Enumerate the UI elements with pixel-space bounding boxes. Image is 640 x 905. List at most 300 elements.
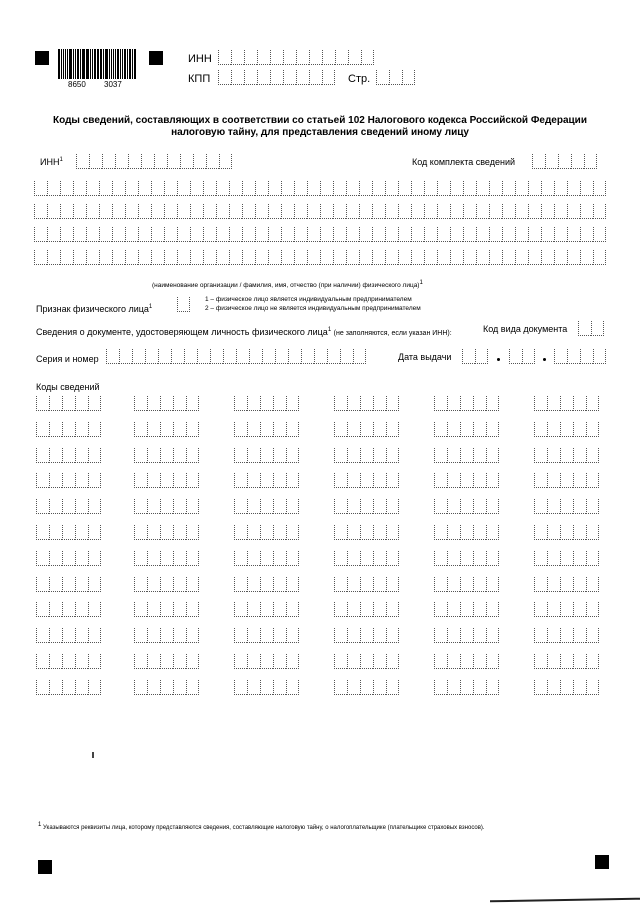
code-field[interactable] <box>434 577 499 592</box>
code-field[interactable] <box>36 448 101 463</box>
char-cell[interactable] <box>534 551 547 566</box>
char-cell[interactable] <box>534 499 547 514</box>
char-cell[interactable] <box>385 181 398 196</box>
code-field[interactable] <box>534 499 599 514</box>
char-cell[interactable] <box>385 204 398 219</box>
char-cell[interactable] <box>260 499 273 514</box>
char-cell[interactable] <box>164 227 177 242</box>
code-field[interactable] <box>534 654 599 669</box>
char-cell[interactable] <box>372 227 385 242</box>
char-cell[interactable] <box>447 422 460 437</box>
char-cell[interactable] <box>541 227 554 242</box>
char-cell[interactable] <box>586 628 599 643</box>
char-cell[interactable] <box>560 602 573 617</box>
char-cell[interactable] <box>125 204 138 219</box>
char-cell[interactable] <box>402 70 415 85</box>
code-field[interactable] <box>234 499 299 514</box>
char-cell[interactable] <box>573 499 586 514</box>
char-cell[interactable] <box>62 422 75 437</box>
char-cell[interactable] <box>359 227 372 242</box>
char-cell[interactable] <box>294 227 307 242</box>
char-cell[interactable] <box>286 602 299 617</box>
code-field[interactable] <box>434 499 499 514</box>
char-cell[interactable] <box>281 204 294 219</box>
char-cell[interactable] <box>88 422 101 437</box>
code-field[interactable] <box>234 448 299 463</box>
char-cell[interactable] <box>283 70 296 85</box>
inn-field[interactable] <box>76 154 232 169</box>
char-cell[interactable] <box>286 680 299 695</box>
char-cell[interactable] <box>573 654 586 669</box>
char-cell[interactable] <box>260 396 273 411</box>
code-field[interactable] <box>534 448 599 463</box>
char-cell[interactable] <box>373 473 386 488</box>
char-cell[interactable] <box>88 577 101 592</box>
char-cell[interactable] <box>386 473 399 488</box>
char-cell[interactable] <box>586 680 599 695</box>
char-cell[interactable] <box>36 448 49 463</box>
char-cell[interactable] <box>75 577 88 592</box>
name-field-row-4[interactable] <box>34 250 606 265</box>
char-cell[interactable] <box>359 204 372 219</box>
char-cell[interactable] <box>186 473 199 488</box>
char-cell[interactable] <box>49 577 62 592</box>
char-cell[interactable] <box>134 396 147 411</box>
char-cell[interactable] <box>334 602 347 617</box>
char-cell[interactable] <box>460 654 473 669</box>
char-cell[interactable] <box>234 680 247 695</box>
char-cell[interactable] <box>541 250 554 265</box>
code-field[interactable] <box>36 422 101 437</box>
char-cell[interactable] <box>247 473 260 488</box>
char-cell[interactable] <box>347 473 360 488</box>
char-cell[interactable] <box>147 473 160 488</box>
char-cell[interactable] <box>281 181 294 196</box>
char-cell[interactable] <box>190 227 203 242</box>
code-field[interactable] <box>434 628 499 643</box>
issue-date-day[interactable] <box>462 349 488 364</box>
char-cell[interactable] <box>460 577 473 592</box>
char-cell[interactable] <box>49 422 62 437</box>
char-cell[interactable] <box>320 181 333 196</box>
char-cell[interactable] <box>294 181 307 196</box>
char-cell[interactable] <box>473 577 486 592</box>
char-cell[interactable] <box>125 227 138 242</box>
char-cell[interactable] <box>547 448 560 463</box>
char-cell[interactable] <box>190 181 203 196</box>
char-cell[interactable] <box>361 50 374 65</box>
char-cell[interactable] <box>578 321 591 336</box>
char-cell[interactable] <box>447 577 460 592</box>
char-cell[interactable] <box>475 349 488 364</box>
char-cell[interactable] <box>160 396 173 411</box>
char-cell[interactable] <box>586 396 599 411</box>
char-cell[interactable] <box>219 154 232 169</box>
char-cell[interactable] <box>334 680 347 695</box>
char-cell[interactable] <box>190 204 203 219</box>
char-cell[interactable] <box>184 349 197 364</box>
char-cell[interactable] <box>346 250 359 265</box>
char-cell[interactable] <box>347 499 360 514</box>
code-field[interactable] <box>134 448 199 463</box>
char-cell[interactable] <box>186 499 199 514</box>
char-cell[interactable] <box>373 654 386 669</box>
char-cell[interactable] <box>234 448 247 463</box>
char-cell[interactable] <box>49 551 62 566</box>
code-field[interactable] <box>434 422 499 437</box>
code-field[interactable] <box>334 499 399 514</box>
char-cell[interactable] <box>247 628 260 643</box>
code-field[interactable] <box>534 680 599 695</box>
char-cell[interactable] <box>115 154 128 169</box>
char-cell[interactable] <box>307 227 320 242</box>
char-cell[interactable] <box>334 422 347 437</box>
char-cell[interactable] <box>73 227 86 242</box>
code-field[interactable] <box>234 396 299 411</box>
char-cell[interactable] <box>373 628 386 643</box>
char-cell[interactable] <box>160 654 173 669</box>
char-cell[interactable] <box>360 473 373 488</box>
char-cell[interactable] <box>460 525 473 540</box>
char-cell[interactable] <box>567 181 580 196</box>
code-field[interactable] <box>234 525 299 540</box>
char-cell[interactable] <box>373 396 386 411</box>
char-cell[interactable] <box>273 422 286 437</box>
char-cell[interactable] <box>437 204 450 219</box>
char-cell[interactable] <box>486 654 499 669</box>
char-cell[interactable] <box>177 227 190 242</box>
char-cell[interactable] <box>334 628 347 643</box>
char-cell[interactable] <box>360 628 373 643</box>
char-cell[interactable] <box>75 551 88 566</box>
char-cell[interactable] <box>476 181 489 196</box>
char-cell[interactable] <box>99 181 112 196</box>
char-cell[interactable] <box>247 422 260 437</box>
char-cell[interactable] <box>348 50 361 65</box>
char-cell[interactable] <box>447 448 460 463</box>
char-cell[interactable] <box>62 577 75 592</box>
char-cell[interactable] <box>160 577 173 592</box>
char-cell[interactable] <box>75 680 88 695</box>
char-cell[interactable] <box>242 227 255 242</box>
char-cell[interactable] <box>260 473 273 488</box>
char-cell[interactable] <box>460 499 473 514</box>
char-cell[interactable] <box>334 473 347 488</box>
char-cell[interactable] <box>360 499 373 514</box>
char-cell[interactable] <box>112 204 125 219</box>
char-cell[interactable] <box>73 181 86 196</box>
char-cell[interactable] <box>128 154 141 169</box>
char-cell[interactable] <box>242 204 255 219</box>
char-cell[interactable] <box>309 70 322 85</box>
char-cell[interactable] <box>434 602 447 617</box>
char-cell[interactable] <box>476 204 489 219</box>
char-cell[interactable] <box>286 473 299 488</box>
char-cell[interactable] <box>486 422 499 437</box>
char-cell[interactable] <box>547 525 560 540</box>
char-cell[interactable] <box>398 181 411 196</box>
char-cell[interactable] <box>88 396 101 411</box>
code-field[interactable] <box>334 525 399 540</box>
char-cell[interactable] <box>173 396 186 411</box>
char-cell[interactable] <box>134 473 147 488</box>
char-cell[interactable] <box>186 628 199 643</box>
char-cell[interactable] <box>593 181 606 196</box>
char-cell[interactable] <box>473 499 486 514</box>
char-cell[interactable] <box>234 525 247 540</box>
char-cell[interactable] <box>49 680 62 695</box>
char-cell[interactable] <box>334 551 347 566</box>
char-cell[interactable] <box>547 577 560 592</box>
char-cell[interactable] <box>234 654 247 669</box>
char-cell[interactable] <box>534 577 547 592</box>
code-field[interactable] <box>234 422 299 437</box>
char-cell[interactable] <box>268 250 281 265</box>
document-type-field[interactable] <box>578 321 604 336</box>
char-cell[interactable] <box>273 551 286 566</box>
char-cell[interactable] <box>197 349 210 364</box>
char-cell[interactable] <box>437 250 450 265</box>
char-cell[interactable] <box>547 680 560 695</box>
char-cell[interactable] <box>586 448 599 463</box>
char-cell[interactable] <box>573 525 586 540</box>
char-cell[interactable] <box>34 204 47 219</box>
char-cell[interactable] <box>373 602 386 617</box>
char-cell[interactable] <box>447 680 460 695</box>
char-cell[interactable] <box>528 204 541 219</box>
char-cell[interactable] <box>502 250 515 265</box>
char-cell[interactable] <box>373 525 386 540</box>
char-cell[interactable] <box>255 204 268 219</box>
char-cell[interactable] <box>554 349 567 364</box>
char-cell[interactable] <box>547 473 560 488</box>
char-cell[interactable] <box>206 154 219 169</box>
char-cell[interactable] <box>88 628 101 643</box>
char-cell[interactable] <box>88 473 101 488</box>
char-cell[interactable] <box>360 680 373 695</box>
char-cell[interactable] <box>49 628 62 643</box>
char-cell[interactable] <box>99 204 112 219</box>
char-cell[interactable] <box>147 577 160 592</box>
char-cell[interactable] <box>360 525 373 540</box>
char-cell[interactable] <box>134 551 147 566</box>
char-cell[interactable] <box>434 680 447 695</box>
char-cell[interactable] <box>160 551 173 566</box>
char-cell[interactable] <box>489 204 502 219</box>
char-cell[interactable] <box>359 181 372 196</box>
char-cell[interactable] <box>134 628 147 643</box>
char-cell[interactable] <box>554 227 567 242</box>
char-cell[interactable] <box>294 204 307 219</box>
code-field[interactable] <box>36 499 101 514</box>
char-cell[interactable] <box>286 499 299 514</box>
code-field[interactable] <box>134 396 199 411</box>
char-cell[interactable] <box>541 204 554 219</box>
char-cell[interactable] <box>154 154 167 169</box>
char-cell[interactable] <box>151 204 164 219</box>
code-field[interactable] <box>434 602 499 617</box>
char-cell[interactable] <box>434 577 447 592</box>
char-cell[interactable] <box>180 154 193 169</box>
char-cell[interactable] <box>346 181 359 196</box>
char-cell[interactable] <box>333 181 346 196</box>
char-cell[interactable] <box>223 349 236 364</box>
char-cell[interactable] <box>473 396 486 411</box>
char-cell[interactable] <box>386 448 399 463</box>
char-cell[interactable] <box>147 448 160 463</box>
char-cell[interactable] <box>398 250 411 265</box>
char-cell[interactable] <box>586 525 599 540</box>
char-cell[interactable] <box>450 181 463 196</box>
char-cell[interactable] <box>558 154 571 169</box>
char-cell[interactable] <box>236 349 249 364</box>
set-code-field[interactable] <box>532 154 597 169</box>
char-cell[interactable] <box>386 680 399 695</box>
char-cell[interactable] <box>593 250 606 265</box>
char-cell[interactable] <box>434 654 447 669</box>
issue-date-year[interactable] <box>554 349 606 364</box>
code-field[interactable] <box>334 654 399 669</box>
char-cell[interactable] <box>147 654 160 669</box>
char-cell[interactable] <box>49 525 62 540</box>
code-field[interactable] <box>534 577 599 592</box>
char-cell[interactable] <box>593 349 606 364</box>
char-cell[interactable] <box>34 227 47 242</box>
char-cell[interactable] <box>593 227 606 242</box>
char-cell[interactable] <box>134 499 147 514</box>
code-field[interactable] <box>334 396 399 411</box>
char-cell[interactable] <box>347 525 360 540</box>
char-cell[interactable] <box>534 602 547 617</box>
char-cell[interactable] <box>62 499 75 514</box>
char-cell[interactable] <box>486 577 499 592</box>
char-cell[interactable] <box>385 250 398 265</box>
char-cell[interactable] <box>249 349 262 364</box>
char-cell[interactable] <box>268 227 281 242</box>
individual-sign-field[interactable] <box>177 297 190 312</box>
char-cell[interactable] <box>567 227 580 242</box>
char-cell[interactable] <box>463 204 476 219</box>
char-cell[interactable] <box>462 349 475 364</box>
char-cell[interactable] <box>560 551 573 566</box>
char-cell[interactable] <box>434 628 447 643</box>
char-cell[interactable] <box>434 551 447 566</box>
code-field[interactable] <box>234 551 299 566</box>
char-cell[interactable] <box>147 628 160 643</box>
char-cell[interactable] <box>216 181 229 196</box>
char-cell[interactable] <box>473 525 486 540</box>
char-cell[interactable] <box>160 628 173 643</box>
char-cell[interactable] <box>134 422 147 437</box>
char-cell[interactable] <box>177 204 190 219</box>
char-cell[interactable] <box>333 250 346 265</box>
char-cell[interactable] <box>360 577 373 592</box>
char-cell[interactable] <box>447 396 460 411</box>
char-cell[interactable] <box>554 204 567 219</box>
char-cell[interactable] <box>171 349 184 364</box>
char-cell[interactable] <box>132 349 145 364</box>
header-page-field[interactable] <box>376 70 415 85</box>
char-cell[interactable] <box>586 551 599 566</box>
char-cell[interactable] <box>231 50 244 65</box>
char-cell[interactable] <box>398 204 411 219</box>
char-cell[interactable] <box>190 250 203 265</box>
char-cell[interactable] <box>545 154 558 169</box>
char-cell[interactable] <box>447 628 460 643</box>
char-cell[interactable] <box>62 628 75 643</box>
char-cell[interactable] <box>234 577 247 592</box>
char-cell[interactable] <box>257 50 270 65</box>
char-cell[interactable] <box>347 654 360 669</box>
char-cell[interactable] <box>255 250 268 265</box>
char-cell[interactable] <box>186 448 199 463</box>
char-cell[interactable] <box>203 181 216 196</box>
char-cell[interactable] <box>571 154 584 169</box>
code-field[interactable] <box>134 499 199 514</box>
code-field[interactable] <box>134 551 199 566</box>
char-cell[interactable] <box>134 602 147 617</box>
char-cell[interactable] <box>234 628 247 643</box>
char-cell[interactable] <box>554 250 567 265</box>
char-cell[interactable] <box>229 181 242 196</box>
code-field[interactable] <box>234 680 299 695</box>
char-cell[interactable] <box>218 70 231 85</box>
char-cell[interactable] <box>373 551 386 566</box>
char-cell[interactable] <box>593 204 606 219</box>
char-cell[interactable] <box>255 181 268 196</box>
char-cell[interactable] <box>534 654 547 669</box>
char-cell[interactable] <box>260 602 273 617</box>
code-field[interactable] <box>534 602 599 617</box>
code-field[interactable] <box>434 525 499 540</box>
char-cell[interactable] <box>360 602 373 617</box>
char-cell[interactable] <box>247 602 260 617</box>
code-field[interactable] <box>334 680 399 695</box>
char-cell[interactable] <box>270 50 283 65</box>
char-cell[interactable] <box>294 250 307 265</box>
char-cell[interactable] <box>434 396 447 411</box>
char-cell[interactable] <box>234 422 247 437</box>
char-cell[interactable] <box>138 204 151 219</box>
char-cell[interactable] <box>473 473 486 488</box>
char-cell[interactable] <box>73 204 86 219</box>
code-field[interactable] <box>134 422 199 437</box>
char-cell[interactable] <box>447 525 460 540</box>
char-cell[interactable] <box>309 50 322 65</box>
char-cell[interactable] <box>234 602 247 617</box>
char-cell[interactable] <box>186 577 199 592</box>
char-cell[interactable] <box>473 551 486 566</box>
char-cell[interactable] <box>160 602 173 617</box>
char-cell[interactable] <box>547 628 560 643</box>
code-field[interactable] <box>334 448 399 463</box>
char-cell[interactable] <box>186 396 199 411</box>
char-cell[interactable] <box>88 680 101 695</box>
char-cell[interactable] <box>434 448 447 463</box>
char-cell[interactable] <box>424 204 437 219</box>
char-cell[interactable] <box>373 577 386 592</box>
char-cell[interactable] <box>534 473 547 488</box>
char-cell[interactable] <box>307 204 320 219</box>
code-field[interactable] <box>534 628 599 643</box>
char-cell[interactable] <box>322 50 335 65</box>
char-cell[interactable] <box>173 422 186 437</box>
char-cell[interactable] <box>234 473 247 488</box>
char-cell[interactable] <box>301 349 314 364</box>
char-cell[interactable] <box>88 602 101 617</box>
char-cell[interactable] <box>434 525 447 540</box>
char-cell[interactable] <box>573 396 586 411</box>
